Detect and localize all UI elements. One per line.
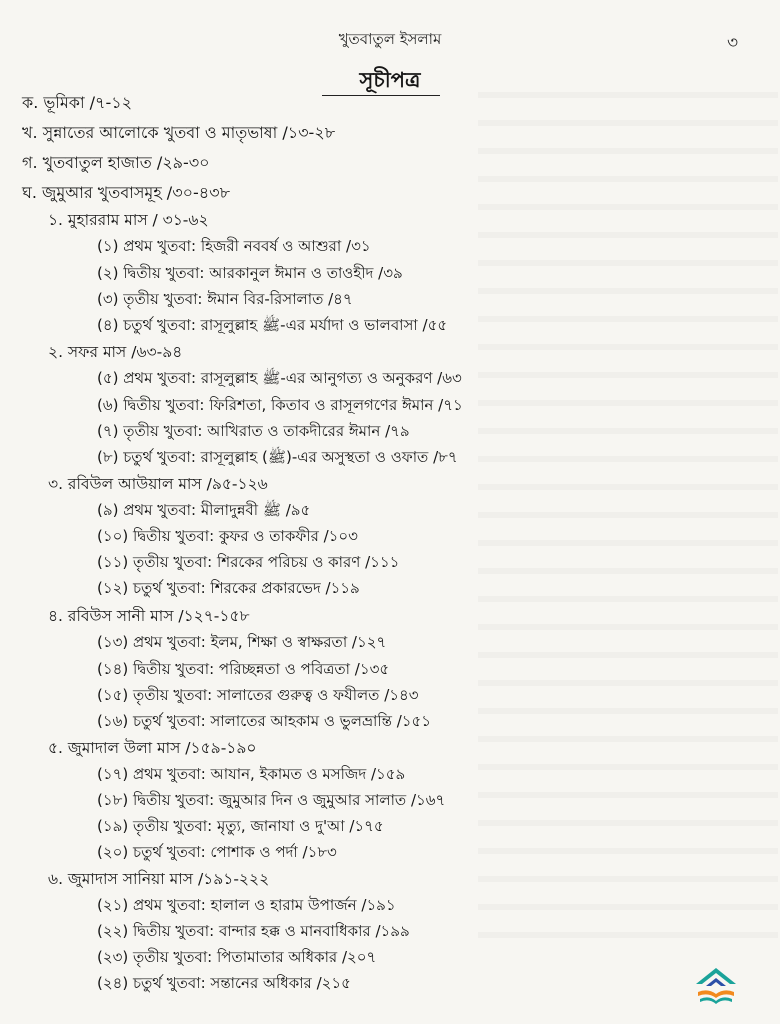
book-roof-logo-icon (690, 962, 742, 1006)
toc-khutba-entry: (১৮) দ্বিতীয় খুতবা: জুমুআর দিন ও জুমুআর সালাত /১৬৭ (97, 791, 446, 809)
toc-khutba-entry: (২৪) চতুর্থ খুতবা: সন্তানের অধিকার /২১৫ (97, 974, 351, 992)
toc-title: সূচীপত্র (359, 68, 421, 92)
toc-khutba-entry: (১৪) দ্বিতীয় খুতবা: পরিচ্ছন্নতা ও পবিত্রতা /১৩৫ (97, 660, 390, 678)
toc-section-entry: ক. ভূমিকা /৭-১২ (22, 93, 133, 112)
toc-month-entry: ৫. জুমাদাল উলা মাস /১৫৯-১৯০ (48, 739, 257, 757)
toc-khutba-entry: (৯) প্রথম খুতবা: মীলাদুন্নবী ﷺ /৯৫ (97, 501, 311, 519)
toc-section-entry: ঘ. জুমুআর খুতবাসমূহ /৩০-৪৩৮ (22, 183, 230, 202)
show-through-text-background (478, 70, 778, 960)
toc-khutba-entry: (২১) প্রথম খুতবা: হালাল ও হারাম উপার্জন /১৯১ (97, 896, 396, 914)
toc-khutba-entry: (১২) চতুর্থ খুতবা: শিরকের প্রকারভেদ /১১৯ (97, 579, 360, 597)
toc-khutba-entry: (১৫) তৃতীয় খুতবা: সালাতের গুরুত্ব ও ফযীলত /১৪৩ (97, 686, 419, 704)
toc-khutba-entry: (২২) দ্বিতীয় খুতবা: বান্দার হক্ক ও মানবাধিকার /১৯৯ (97, 922, 410, 940)
toc-month-entry: ১. মুহাররাম মাস / ৩১-৬২ (48, 211, 209, 229)
toc-khutba-entry: (১১) তৃতীয় খুতবা: শিরকের পরিচয় ও কারণ /১১১ (97, 553, 400, 571)
toc-section-entry: গ. খুতবাতুল হাজাত /২৯-৩০ (22, 153, 210, 172)
toc-khutba-entry: (১৭) প্রথম খুতবা: আযান, ইকামত ও মসজিদ /১৫৯ (97, 765, 406, 783)
toc-khutba-entry: (২৩) তৃতীয় খুতবা: পিতামাতার অধিকার /২০৭ (97, 948, 377, 966)
toc-section-entry: খ. সুন্নাতের আলোকে খুতবা ও মাতৃভাষা /১৩-২৮ (22, 123, 336, 142)
toc-khutba-entry: (৩) তৃতীয় খুতবা: ঈমান বির-রিসালাত /৪৭ (97, 290, 353, 308)
toc-month-entry: ৪. রবিউস সানী মাস /১২৭-১৫৮ (48, 607, 250, 625)
toc-khutba-entry: (৬) দ্বিতীয় খুতবা: ফিরিশতা, কিতাব ও রাসূলগণের ঈমান /৭১ (97, 396, 463, 414)
toc-khutba-entry: (১) প্রথম খুতবা: হিজরী নববর্ষ ও আশুরা /৩১ (97, 237, 371, 255)
toc-khutba-entry: (৮) চতুর্থ খুতবা: রাসূলুল্লাহ (ﷺ)-এর অসুস্থতা ও ওফাত /৮৭ (97, 448, 458, 466)
toc-khutba-entry: (১৬) চতুর্থ খুতবা: সালাতের আহকাম ও ভুলভ্রান্তি /১৫১ (97, 712, 432, 730)
running-title: খুতবাতুল ইসলাম (338, 30, 442, 48)
toc-khutba-entry: (২০) চতুর্থ খুতবা: পোশাক ও পর্দা /১৮৩ (97, 843, 337, 861)
toc-khutba-entry: (১৩) প্রথম খুতবা: ইলম, শিক্ষা ও স্বাক্ষরতা /১২৭ (97, 633, 387, 651)
toc-khutba-entry: (১০) দ্বিতীয় খুতবা: কুফর ও তাকফীর /১০৩ (97, 527, 358, 545)
toc-khutba-entry: (১৯) তৃতীয় খুতবা: মৃত্যু, জানাযা ও দু'আ /১৭৫ (97, 817, 384, 835)
toc-khutba-entry: (৭) তৃতীয় খুতবা: আখিরাত ও তাকদীরের ঈমান /৭৯ (97, 422, 410, 440)
toc-khutba-entry: (২) দ্বিতীয় খুতবা: আরকানুল ঈমান ও তাওহীদ /৩৯ (97, 264, 403, 282)
title-underline (322, 95, 440, 96)
toc-khutba-entry: (৫) প্রথম খুতবা: রাসূলুল্লাহ ﷺ-এর আনুগত্য ও অনুকরণ /৬৩ (97, 369, 462, 387)
toc-month-entry: ৬. জুমাদাস সানিয়া মাস /১৯১-২২২ (48, 870, 270, 888)
page-number: ৩ (726, 33, 738, 53)
toc-khutba-entry: (৪) চতুর্থ খুতবা: রাসূলুল্লাহ ﷺ-এর মর্যাদা ও ভালবাসা /৫৫ (97, 316, 448, 334)
toc-month-entry: ৩. রবিউল আউয়াল মাস /৯৫-১২৬ (48, 475, 268, 493)
toc-month-entry: ২. সফর মাস /৬৩-৯৪ (48, 343, 183, 361)
